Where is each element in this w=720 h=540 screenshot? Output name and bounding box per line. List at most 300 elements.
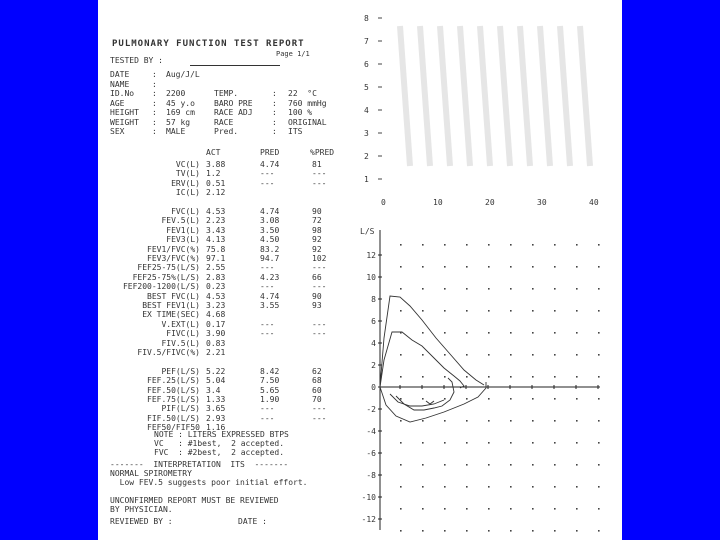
fv-y-tick-label: -2 (366, 405, 376, 414)
fv-grid-dot (598, 332, 600, 334)
field-sep: : (152, 98, 157, 108)
fv-grid-dot (400, 376, 402, 378)
fv-grid-dot (466, 420, 468, 422)
row-label: FEF.50(L/S) (147, 385, 200, 395)
fv-grid-dot (510, 288, 512, 290)
row-act: 1.33 (206, 395, 226, 404)
row-act: 1.16 (206, 423, 226, 433)
fv-grid-dot (444, 464, 446, 466)
fv-grid-dot (532, 376, 534, 378)
field-value-2: ITS (288, 127, 303, 136)
row-label: FIV.5(L) (161, 338, 200, 348)
vt-y-tick-label: 4 (364, 106, 369, 115)
fv-grid-dot (554, 508, 556, 510)
fv-grid-dot (400, 442, 402, 444)
fv-grid-dot (400, 464, 402, 466)
row-pct-pred: 66 (312, 272, 322, 282)
vt-faint-trace (520, 26, 530, 166)
row-pct-pred: 60 (312, 385, 322, 395)
row-pct-pred: --- (312, 404, 327, 414)
fv-grid-dot (532, 310, 534, 312)
fv-grid-dot (444, 398, 446, 400)
field-label-2: BARO PRE (214, 98, 253, 108)
fv-grid-dot (554, 266, 556, 268)
fv-grid-dot (554, 530, 556, 532)
row-label: FEF200-1200(L/S) (122, 282, 200, 292)
interpretation-line: UNCONFIRMED REPORT MUST BE REVIEWED (110, 496, 279, 505)
fv-grid-dot (466, 464, 468, 466)
vt-x-ticks (381, 198, 599, 207)
interpretation-line: Low FEV.5 suggests poor initial effort. (110, 478, 308, 487)
fv-grid-dot (510, 332, 512, 334)
row-act: 0.51 (206, 178, 226, 188)
vt-x-tick-label: 0 (381, 198, 386, 207)
fv-grid-dot (598, 354, 600, 356)
fv-grid-dot (488, 288, 490, 290)
fv-grid-dot (598, 266, 600, 268)
reviewed-by-label: REVIEWED BY : (110, 517, 173, 526)
fv-grid-dot (466, 354, 468, 356)
fv-grid-dot (444, 420, 446, 422)
field-sep-2: : (272, 108, 277, 117)
row-act: 2.55 (206, 263, 226, 273)
fv-grid-dot (422, 464, 424, 466)
fv-grid-dot (422, 310, 424, 312)
row-pct-pred: --- (312, 329, 327, 339)
fv-grid-dot (576, 508, 578, 510)
fv-grid-dot (576, 420, 578, 422)
fv-y-ticks (362, 251, 382, 524)
row-label: FIVC(L) (166, 329, 200, 339)
row-label: FEV1(L) (166, 225, 200, 235)
fv-grid-dot (510, 310, 512, 312)
row-act: 3.4 (206, 385, 221, 395)
field-sep-2: : (272, 98, 277, 108)
fv-grid-dot (532, 420, 534, 422)
row-act: 2.23 (206, 216, 226, 226)
fv-grid-dot (510, 266, 512, 268)
fv-grid-dot (554, 354, 556, 356)
fv-y-tick-label: 6 (371, 317, 376, 326)
fv-grid-dot (444, 310, 446, 312)
vt-faint-trace (480, 26, 490, 166)
vt-faint-trace (420, 26, 430, 166)
fv-grid-dot (598, 530, 600, 532)
field-sep-2: : (272, 127, 277, 136)
fv-grid-dot (444, 288, 446, 290)
field-sep-2: : (272, 89, 277, 98)
fv-y-tick-label: -8 (366, 471, 376, 480)
fv-grid-dot (576, 354, 578, 356)
field-value: 57 kg (166, 117, 191, 127)
header-pct-pred: %PRED (310, 148, 335, 157)
row-pct-pred: 90 (312, 207, 322, 216)
note-line: NOTE : LITERS EXPRESSED BTPS (154, 430, 289, 439)
field-value: 169 cm (166, 108, 195, 117)
row-pred: 1.90 (260, 395, 280, 404)
fv-mark (426, 401, 434, 404)
fv-grid-dot (510, 354, 512, 356)
fv-grid-dot (466, 244, 468, 246)
fv-grid-dot (532, 266, 534, 268)
fv-grid-dot (554, 420, 556, 422)
fv-grid-dot (510, 244, 512, 246)
vt-x-tick-label: 20 (485, 198, 495, 207)
fv-y-unit: L/S (360, 227, 375, 236)
fv-grid-dot (576, 310, 578, 312)
row-pct-pred: 81 (312, 160, 322, 169)
fv-grid-dot (422, 486, 424, 488)
fv-grid-dot (488, 310, 490, 312)
fv-grid-dot (510, 420, 512, 422)
field-value: MALE (166, 127, 186, 136)
fv-grid-dot (576, 442, 578, 444)
row-label: TV(L) (175, 169, 200, 179)
field-label: WEIGHT (110, 117, 139, 127)
report-page (98, 0, 622, 540)
note-line: VC : #1best, 2 accepted. (154, 439, 285, 448)
vt-y-ticks (364, 14, 369, 184)
fv-grid-dot (444, 376, 446, 378)
header-pred: PRED (260, 148, 280, 157)
fv-grid-dot (576, 332, 578, 334)
fv-grid-dot (598, 310, 600, 312)
fv-grid-dots (400, 244, 600, 532)
fv-grid-dot (576, 486, 578, 488)
field-label-2: RACE ADJ (214, 108, 253, 117)
fv-grid-dot (576, 244, 578, 246)
field-value: Aug/J/L (166, 70, 200, 79)
fv-y-tick-label: 4 (371, 339, 376, 348)
row-act: 3.88 (206, 160, 226, 169)
row-label: BEST FVC(L) (147, 291, 200, 301)
vt-faint-trace (540, 26, 550, 166)
fv-grid-dot (422, 376, 424, 378)
fv-grid-dot (444, 530, 446, 532)
row-pred: 3.08 (260, 216, 280, 226)
fv-grid-dot (466, 486, 468, 488)
vt-x-tick-label: 30 (537, 198, 547, 207)
fv-y-tick-label: -10 (361, 493, 376, 502)
field-sep: : (152, 117, 157, 127)
field-label: ID.No (110, 89, 135, 98)
fv-grid-dot (576, 530, 578, 532)
fv-grid-dot (510, 442, 512, 444)
field-sep: : (152, 127, 157, 136)
fv-grid-dot (488, 244, 490, 246)
fv-grid-dot (554, 332, 556, 334)
row-pred: 5.65 (260, 385, 280, 395)
row-label: V.EXT(L) (161, 319, 200, 329)
row-pred: 4.74 (260, 207, 280, 216)
row-pred: --- (260, 263, 275, 273)
vt-faint-trace (440, 26, 450, 166)
fv-grid-dot (444, 354, 446, 356)
row-label: PIF(L/S) (161, 404, 200, 414)
fv-inner-curve (390, 394, 444, 406)
row-label: FIF.50(L/S) (147, 413, 200, 423)
row-label: FVC(L) (171, 207, 200, 216)
fv-grid-dot (422, 266, 424, 268)
fv-grid-dot (554, 398, 556, 400)
vt-x-tick-label: 40 (589, 198, 599, 207)
field-sep-2: : (272, 117, 277, 127)
row-pred: --- (260, 169, 275, 179)
vt-faint-trace (500, 26, 510, 166)
fv-grid-dot (466, 310, 468, 312)
row-act: 1.2 (206, 169, 221, 179)
row-pred: 3.55 (260, 301, 280, 310)
flow-volume-chart (360, 220, 622, 536)
row-act: 97.1 (206, 254, 226, 263)
row-act: 2.12 (206, 188, 226, 198)
vt-faint-trace (560, 26, 570, 166)
fv-grid-dot (510, 508, 512, 510)
fv-grid-dot (400, 266, 402, 268)
row-pred: --- (260, 329, 275, 339)
fv-grid-dot (554, 244, 556, 246)
fv-grid-dot (400, 398, 402, 400)
row-label: FIV.5/FIVC(%) (137, 348, 200, 357)
row-act: 3.43 (206, 225, 226, 235)
row-pred: 7.50 (260, 376, 280, 386)
row-pred: --- (260, 404, 275, 414)
row-label: FEF.75(L/S) (147, 395, 200, 404)
fv-grid-dot (422, 332, 424, 334)
fv-grid-dot (598, 420, 600, 422)
row-pred: 4.23 (260, 272, 280, 282)
fv-grid-dot (422, 398, 424, 400)
note-line: FVC : #2best, 2 accepted. (154, 448, 285, 457)
row-pct-pred: --- (312, 319, 327, 329)
fv-y-tick-label: 8 (371, 295, 376, 304)
fv-grid-dot (554, 464, 556, 466)
fv-grid-dot (510, 376, 512, 378)
fv-grid-dot (598, 288, 600, 290)
fv-grid-dot (554, 310, 556, 312)
fv-grid-dot (422, 420, 424, 422)
fv-grid-dot (466, 442, 468, 444)
volume-time-chart (360, 6, 622, 216)
fv-grid-dot (488, 442, 490, 444)
fv-grid-dot (532, 332, 534, 334)
field-value: 45 y.o (166, 98, 195, 108)
row-act: 4.53 (206, 207, 226, 216)
row-label: ERV(L) (171, 178, 200, 188)
fv-grid-dot (510, 464, 512, 466)
row-label: FEF50/FIF50 (147, 423, 200, 433)
row-pred: 4.50 (260, 235, 280, 245)
fv-grid-dot (444, 266, 446, 268)
row-pct-pred: 93 (312, 301, 322, 310)
fv-grid-dot (510, 530, 512, 532)
field-value-2: 760 mmHg (288, 98, 327, 108)
fv-grid-dot (466, 376, 468, 378)
fv-grid-dot (488, 508, 490, 510)
row-pct-pred: 92 (312, 235, 322, 245)
fv-grid-dot (532, 486, 534, 488)
field-value: 2200 (166, 89, 186, 98)
row-pct-pred: 102 (312, 254, 327, 263)
row-act: 4.13 (206, 235, 226, 245)
vt-y-tick-label: 2 (364, 152, 369, 161)
row-pct-pred: 68 (312, 376, 322, 386)
fv-grid-dot (466, 332, 468, 334)
row-act: 0.83 (206, 338, 226, 348)
fv-grid-dot (400, 288, 402, 290)
row-pct-pred: --- (312, 169, 327, 179)
page-indicator: Page 1/1 (276, 50, 310, 58)
fv-grid-dot (554, 376, 556, 378)
row-label: FEF25-75%(L/S) (132, 272, 200, 282)
row-pred: --- (260, 413, 275, 423)
interpretation-line: BY PHYSICIAN. (110, 505, 173, 514)
row-act: 0.17 (206, 319, 226, 329)
field-value-2: 22 °C (288, 89, 317, 98)
vt-faint-trace (580, 26, 590, 166)
fv-grid-dot (488, 398, 490, 400)
fv-grid-dot (554, 288, 556, 290)
fv-expiratory-curve-1 (380, 296, 484, 387)
field-label: DATE (110, 70, 130, 79)
row-act: 4.53 (206, 291, 226, 301)
row-pct-pred: 70 (312, 395, 322, 404)
row-label: FEF.25(L/S) (147, 376, 200, 386)
fv-grid-dot (400, 530, 402, 532)
fv-grid-dot (466, 266, 468, 268)
field-label: AGE (110, 98, 125, 108)
row-pct-pred: --- (312, 282, 327, 292)
fv-grid-dot (400, 310, 402, 312)
row-pct-pred: --- (312, 263, 327, 273)
fv-y-tick-label: -6 (366, 449, 376, 458)
fv-y-tick-label: -4 (366, 427, 376, 436)
fv-grid-dot (532, 530, 534, 532)
fv-grid-dot (510, 398, 512, 400)
row-act: 5.04 (206, 376, 226, 386)
row-pct-pred: --- (312, 178, 327, 188)
vt-faint-trace (460, 26, 470, 166)
fv-y-tick-label: -12 (361, 515, 376, 524)
fv-grid-dot (576, 464, 578, 466)
fv-grid-dot (400, 508, 402, 510)
vt-faint-trace (400, 26, 410, 166)
fv-grid-dot (488, 464, 490, 466)
fv-grid-dot (422, 288, 424, 290)
fv-grid-dot (598, 244, 600, 246)
fv-grid-dot (466, 508, 468, 510)
fv-grid-dot (422, 244, 424, 246)
vt-y-tick-label: 1 (364, 175, 369, 184)
row-label: EX TIME(SEC) (142, 310, 200, 320)
fv-grid-dot (488, 332, 490, 334)
fv-expiratory-curve-2 (380, 332, 464, 388)
field-sep: : (152, 89, 157, 98)
fv-grid-dot (488, 420, 490, 422)
fv-grid-dot (576, 398, 578, 400)
fv-grid-dot (532, 244, 534, 246)
row-pct-pred: --- (312, 413, 327, 423)
fv-y-tick-label: 0 (371, 383, 376, 392)
row-label: BEST FEV1(L) (142, 301, 200, 310)
vt-y-tick-label: 8 (364, 14, 369, 23)
header-act: ACT (206, 148, 221, 157)
row-pct-pred: 92 (312, 244, 322, 254)
field-label-2: RACE (214, 117, 234, 127)
row-label: FEV3(L) (166, 235, 200, 245)
report-title: PULMONARY FUNCTION TEST REPORT (112, 39, 305, 49)
row-pred: --- (260, 178, 275, 188)
fv-grid-dot (598, 464, 600, 466)
row-label: FEV1/FVC(%) (147, 244, 200, 254)
row-act: 2.21 (206, 348, 226, 357)
fv-y-tick-label: 12 (366, 251, 376, 260)
fv-grid-dot (488, 530, 490, 532)
row-label: FEV.5(L) (161, 216, 200, 226)
fv-grid-dot (422, 354, 424, 356)
interpretation-line: NORMAL SPIROMETRY (110, 469, 192, 478)
vt-y-tick-label: 6 (364, 60, 369, 69)
fv-grid-dot (400, 420, 402, 422)
fv-grid-dot (532, 508, 534, 510)
field-label-2: Pred. (214, 127, 239, 136)
row-act: 5.22 (206, 366, 226, 376)
fv-y-tick-label: 10 (366, 273, 376, 282)
fv-grid-dot (444, 486, 446, 488)
fv-grid-dot (576, 266, 578, 268)
field-sep: : (152, 108, 157, 117)
row-pred: --- (260, 282, 275, 292)
fv-grid-dot (554, 442, 556, 444)
fv-grid-dot (488, 354, 490, 356)
vt-y-tick-label: 5 (364, 83, 369, 92)
fv-grid-dot (598, 398, 600, 400)
fv-grid-dot (488, 486, 490, 488)
field-value-2: 100 % (288, 108, 313, 117)
row-label: IC(L) (175, 188, 200, 198)
fv-grid-dot (422, 442, 424, 444)
fv-grid-dot (532, 442, 534, 444)
fv-grid-dot (466, 288, 468, 290)
row-act: 75.8 (206, 244, 226, 254)
fv-grid-dot (532, 354, 534, 356)
row-pred: 83.2 (260, 244, 280, 254)
field-label-2: TEMP. (214, 89, 239, 98)
row-pred: --- (260, 319, 275, 329)
fv-grid-dot (598, 442, 600, 444)
row-pct-pred: 72 (312, 216, 322, 226)
fv-grid-dot (488, 266, 490, 268)
fv-grid-dot (488, 376, 490, 378)
vt-y-tick-label: 3 (364, 129, 369, 138)
row-pred: 4.74 (260, 160, 280, 169)
row-label: PEF(L/S) (161, 366, 200, 376)
tested-by-label: TESTED BY : (110, 56, 163, 65)
row-act: 3.65 (206, 404, 226, 414)
row-pred: 3.50 (260, 225, 280, 235)
row-pred: 4.74 (260, 291, 280, 301)
date-label: DATE : (238, 517, 267, 526)
fv-grid-dot (532, 288, 534, 290)
row-pct-pred: 98 (312, 225, 322, 235)
fv-grid-dot (532, 398, 534, 400)
row-pct-pred: 62 (312, 366, 322, 376)
fv-grid-dot (598, 508, 600, 510)
row-act: 2.93 (206, 413, 226, 423)
field-sep: : (152, 70, 157, 79)
fv-grid-dot (444, 244, 446, 246)
fv-grid-dot (598, 486, 600, 488)
